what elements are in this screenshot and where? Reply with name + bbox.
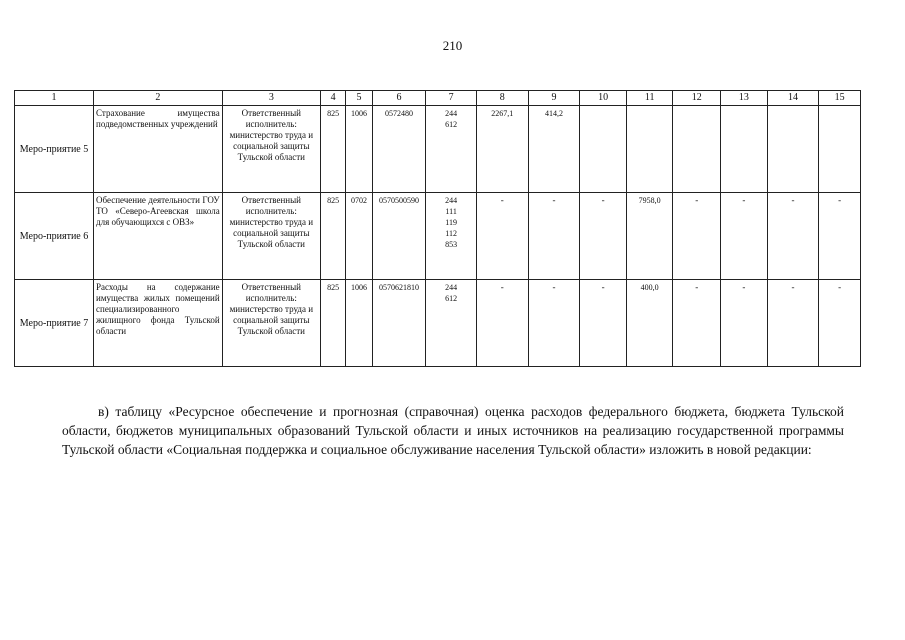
cell-col-9: - (528, 280, 580, 367)
column-header: 11 (626, 91, 673, 106)
cell-expense-type: 244 612 (426, 106, 477, 193)
budget-table (14, 90, 861, 367)
event-name: Страхование имущества подведомственных учреждений (94, 106, 223, 193)
cell-col-13: - (721, 280, 768, 367)
table-row (15, 193, 861, 280)
cell-col-11: 7958,0 (626, 193, 673, 280)
cell-col-15 (819, 106, 861, 193)
cell-col-15: - (819, 193, 861, 280)
table-row (15, 106, 861, 193)
cell-col-8: - (476, 193, 528, 280)
cell-target-article: 0570621810 (372, 280, 426, 367)
cell-col-14: - (767, 280, 819, 367)
cell-grbs: 825 (320, 193, 345, 280)
cell-col-15: - (819, 280, 861, 367)
cell-grbs: 825 (320, 106, 345, 193)
cell-col-10: - (580, 193, 627, 280)
cell-section: 1006 (346, 106, 372, 193)
executor-cell: Ответственный исполнитель: министерство труда и социальной защиты Тульской области (222, 193, 320, 280)
body-paragraph (62, 402, 844, 459)
column-header: 4 (320, 91, 345, 106)
cell-col-11 (626, 106, 673, 193)
cell-col-14: - (767, 193, 819, 280)
column-header: 15 (819, 91, 861, 106)
column-header: 1 (15, 91, 94, 106)
table-header-row (15, 91, 861, 106)
executor-cell: Ответственный исполнитель: министерство труда и социальной защиты Тульской области (222, 106, 320, 193)
cell-expense-type: 244 111 119 112 853 (426, 193, 477, 280)
event-label: Меро-приятие 7 (15, 280, 94, 367)
cell-col-10: - (580, 280, 627, 367)
cell-col-9: - (528, 193, 580, 280)
cell-col-13 (721, 106, 768, 193)
column-header: 7 (426, 91, 477, 106)
table-row (15, 280, 861, 367)
event-label: Меро-приятие 5 (15, 106, 94, 193)
cell-col-13: - (721, 193, 768, 280)
column-header: 12 (673, 91, 721, 106)
cell-col-8: - (476, 280, 528, 367)
cell-grbs: 825 (320, 280, 345, 367)
cell-col-11: 400,0 (626, 280, 673, 367)
cell-col-9: 414,2 (528, 106, 580, 193)
column-header: 13 (721, 91, 768, 106)
column-header: 9 (528, 91, 580, 106)
cell-col-12 (673, 106, 721, 193)
cell-col-14 (767, 106, 819, 193)
event-label: Меро-приятие 6 (15, 193, 94, 280)
column-header: 8 (476, 91, 528, 106)
event-name: Обеспечение деятельности ГОУ ТО «Северо-Агеевская школа для обучающихся с ОВЗ» (94, 193, 223, 280)
cell-section: 0702 (346, 193, 372, 280)
cell-col-12: - (673, 193, 721, 280)
column-header: 6 (372, 91, 426, 106)
column-header: 10 (580, 91, 627, 106)
paragraph-text: в) таблицу «Ресурсное обеспечение и прогнозная (справочная) оценка расходов федерального бюджета, бюджета Тульской области, бюджетов муниципальных образований Тульской области и иных источников на реализацию государственной программы Тульской области «Социальная поддержка и социальное обслуживание населения Тульской области» изложить в новой редакции: (62, 404, 844, 457)
column-header: 2 (94, 91, 223, 106)
cell-col-12: - (673, 280, 721, 367)
cell-target-article: 0570500590 (372, 193, 426, 280)
cell-col-10 (580, 106, 627, 193)
executor-cell: Ответственный исполнитель: министерство труда и социальной защиты Тульской области (222, 280, 320, 367)
cell-col-8: 2267,1 (476, 106, 528, 193)
column-header: 14 (767, 91, 819, 106)
event-name: Расходы на содержание имущества жилых помещений специализированного жилищного фонда Тульской области (94, 280, 223, 367)
cell-section: 1006 (346, 280, 372, 367)
cell-target-article: 0572480 (372, 106, 426, 193)
cell-expense-type: 244 612 (426, 280, 477, 367)
column-header: 3 (222, 91, 320, 106)
page-number: 210 (442, 38, 463, 53)
column-header: 5 (346, 91, 372, 106)
